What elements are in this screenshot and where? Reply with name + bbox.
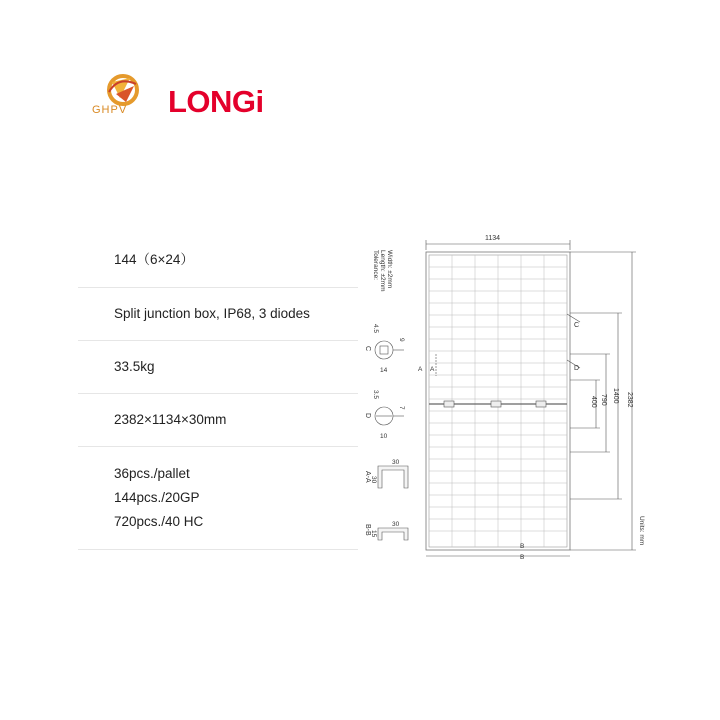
longi-logo: LONGi <box>168 84 264 119</box>
dim-790: 790 <box>600 394 607 406</box>
height-label: 2382 <box>626 392 633 408</box>
c-dim-bottom: 14 <box>380 367 388 374</box>
packaging-pallet: 36pcs./pallet <box>114 466 190 481</box>
aa-dim-top: 30 <box>392 459 400 466</box>
label-c: C <box>574 322 580 329</box>
bb-dim-top: 30 <box>392 521 400 528</box>
spec-weight: 33.5kg <box>78 341 358 394</box>
width-label: 1134 <box>485 235 501 242</box>
ghpv-wordmark: GHPV <box>92 104 128 116</box>
bb-dim-side: 15 <box>370 530 377 538</box>
label-d: D <box>574 365 580 372</box>
packaging-40hc: 720pcs./40 HC <box>114 514 204 529</box>
label-b-bottom: B <box>520 554 525 561</box>
label-a-right: A <box>430 366 435 373</box>
section-d-label: D <box>364 413 371 419</box>
spec-dimensions: 2382×1134×30mm <box>78 394 358 447</box>
packaging-20gp: 144pcs./20GP <box>114 490 200 505</box>
c-dim-right: 9 <box>398 338 405 342</box>
d-dim-top: 3.5 <box>372 390 379 400</box>
label-b-top: B <box>520 543 525 550</box>
c-dim-top: 4.5 <box>372 324 379 334</box>
spec-table <box>78 232 358 550</box>
d-dim-right: 7 <box>398 406 405 410</box>
d-dim-bottom: 10 <box>380 433 388 440</box>
tolerance-title: Tolerance: <box>372 250 379 280</box>
section-c-label: C <box>364 346 371 352</box>
spec-junction-box: Split junction box, IP68, 3 diodes <box>78 288 358 341</box>
section-bb-label: B-B <box>364 524 371 536</box>
units-label: Units: mm <box>638 516 645 546</box>
section-aa-label: A-A <box>364 471 371 483</box>
module-dimension-drawing <box>360 226 650 566</box>
label-a-left: A <box>418 366 423 373</box>
dim-1400: 1400 <box>612 388 619 404</box>
spec-packaging <box>78 447 358 550</box>
tolerance-length: Length: ±2mm <box>379 250 386 292</box>
tolerance-width: Width: ±2mm <box>386 250 393 289</box>
dim-400: 400 <box>590 396 597 408</box>
aa-dim-side: 30 <box>370 476 377 484</box>
spec-cells: 144（6×24） <box>78 232 358 288</box>
